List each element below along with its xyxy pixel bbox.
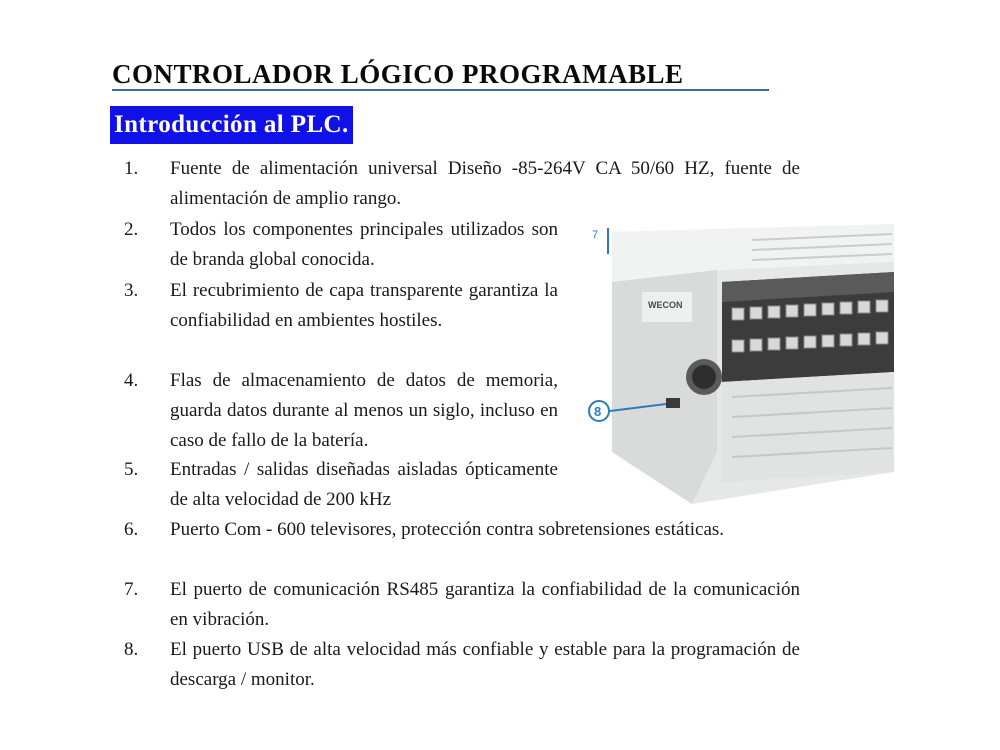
plc-photo: [572, 222, 894, 504]
list-item-text: Entradas / salidas diseñadas aisladas ópticamente de alta velocidad de 200 kHz: [170, 459, 558, 510]
brand-label: WECON: [648, 300, 683, 310]
list-item-text: El puerto de comunicación RS485 garantiza la confiabilidad de la comunicación en vibración.: [170, 579, 800, 630]
section-heading: Introducción al PLC.: [110, 106, 353, 144]
list-item-number: 7.: [124, 579, 139, 600]
list-item-text: Todos los componentes principales utilizados son de branda global conocida.: [170, 219, 558, 270]
list-item-text: Puerto Com - 600 televisores, protección contra sobretensiones estáticas.: [170, 519, 725, 540]
list-item-number: 3.: [124, 280, 139, 301]
list-item-number: 8.: [124, 639, 139, 660]
callout-7-label: 7: [592, 229, 599, 241]
list-item-text: Fuente de alimentación universal Diseño -85-264V CA 50/60 HZ, fuente de alimentación de amplio rango.: [170, 158, 800, 209]
callout-8-label: 8: [594, 404, 602, 419]
list-item-number: 4.: [124, 370, 139, 391]
list-item-text: Flas de almacenamiento de datos de memoria, guarda datos durante al menos un siglo, incluso en caso de fallo de la batería.: [170, 370, 558, 451]
list-item-number: 5.: [124, 459, 139, 480]
list-item-number: 1.: [124, 158, 139, 179]
title-underline: [112, 89, 769, 91]
list-item-number: 6.: [124, 519, 139, 540]
page-title: CONTROLADOR LÓGICO PROGRAMABLE: [112, 59, 684, 89]
list-item-text: El puerto USB de alta velocidad más confiable y estable para la programación de descarga / monitor.: [170, 639, 800, 690]
list-item-text: El recubrimiento de capa transparente garantiza la confiabilidad en ambientes hostiles.: [170, 280, 558, 331]
list-item-number: 2.: [124, 219, 139, 240]
